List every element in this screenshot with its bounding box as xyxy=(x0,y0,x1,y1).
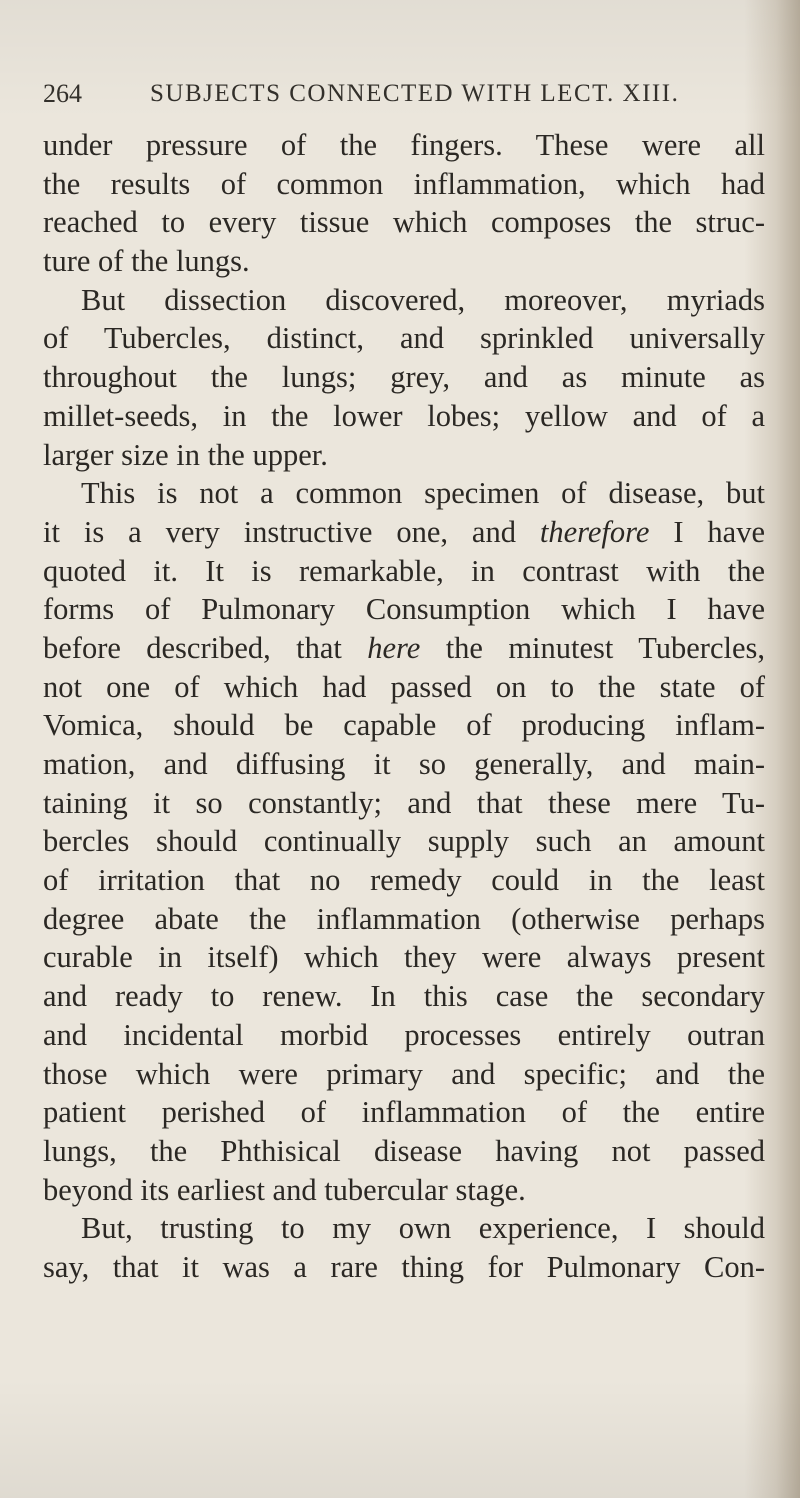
text-line: ture of the lungs. xyxy=(43,244,250,279)
text-segment: it is a very instructive one, and xyxy=(43,514,540,549)
text-line: of Tubercles, distinct, and sprinkled universally xyxy=(43,321,765,356)
text-line: under pressure of the fingers. These were all xyxy=(43,128,765,162)
text-line: beyond its earliest and tubercular stage. xyxy=(43,1172,526,1207)
text-line: reached to every tissue which composes the struc- xyxy=(43,205,765,240)
text-line: and ready to renew. In this case the secondary xyxy=(43,979,765,1014)
text-line: curable in itself) which they were always present xyxy=(43,940,765,975)
text-line: millet-seeds, in the lower lobes; yellow and of a xyxy=(43,398,765,433)
text-line: But, trusting to my own experience, I should xyxy=(81,1211,765,1246)
text-line: patient perished of inflammation of the entire xyxy=(43,1095,765,1130)
text-line xyxy=(43,513,765,552)
body-text xyxy=(43,126,765,1287)
text-line: degree abate the inflammation (otherwise perhaps xyxy=(43,901,765,936)
text-line: and incidental morbid processes entirely outran xyxy=(43,1017,765,1052)
emphasis-text: therefore xyxy=(539,514,650,549)
text-line: those which were primary and specific; and the xyxy=(43,1056,765,1091)
text-segment: the minutest Tubercles, xyxy=(420,630,765,665)
text-line: throughout the lungs; grey, and as minute as xyxy=(43,360,765,395)
text-segment: before described, that xyxy=(43,630,368,665)
text-line: This is not a common specimen of disease, but xyxy=(81,476,765,511)
text-line: say, that it was a rare thing for Pulmonary Con- xyxy=(43,1249,765,1284)
page-number: 264 xyxy=(43,79,82,108)
text-line: quoted it. It is remarkable, in contrast with the xyxy=(43,553,765,588)
text-line: Vomica, should be capable of producing inflam- xyxy=(43,708,765,743)
text-line: taining it so constantly; and that these mere Tu- xyxy=(43,785,765,820)
text-line: bercles should continually supply such an amount xyxy=(43,824,765,859)
text-line: the results of common inflammation, which had xyxy=(43,166,765,201)
page-header xyxy=(43,79,765,119)
text-line: lungs, the Phthisical disease having not passed xyxy=(43,1133,765,1168)
text-line xyxy=(43,629,765,668)
text-segment: I have xyxy=(649,514,766,549)
text-line: mation, and diffusing it so generally, and main- xyxy=(43,747,765,781)
text-line: of irritation that no remedy could in the least xyxy=(43,863,765,898)
text-line: But dissection discovered, moreover, myriads xyxy=(81,282,765,317)
text-line: larger size in the upper. xyxy=(43,437,328,472)
text-line: forms of Pulmonary Consumption which I have xyxy=(43,592,765,627)
running-head: SUBJECTS CONNECTED WITH LECT. XIII. xyxy=(150,80,680,107)
emphasis-text: here xyxy=(367,630,421,665)
text-line: not one of which had passed on to the state of xyxy=(43,669,765,704)
